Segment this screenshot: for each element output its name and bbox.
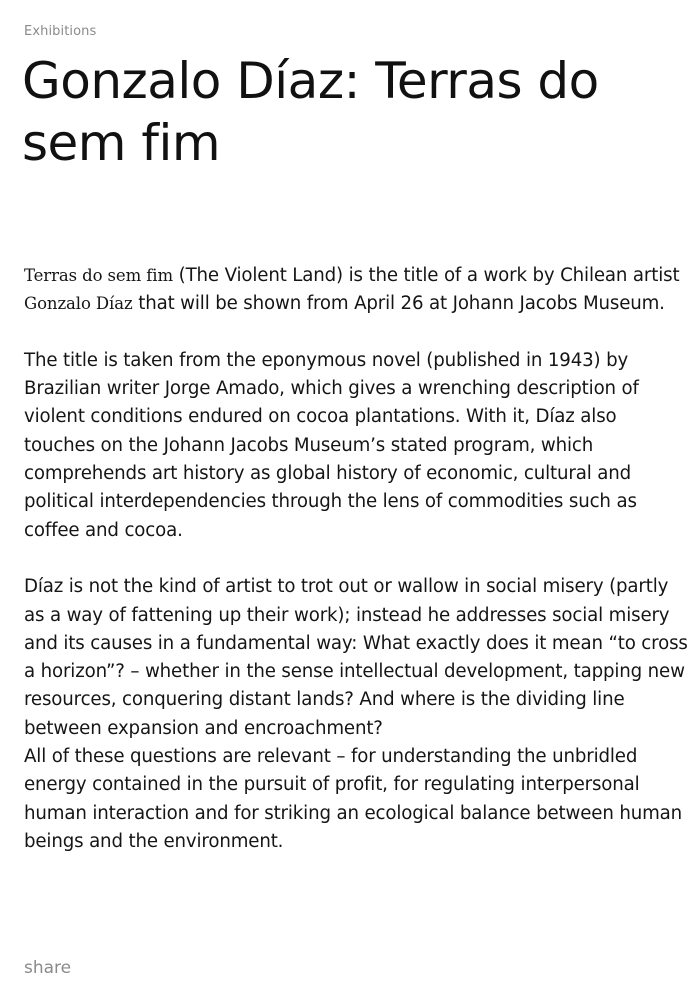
- intro-text-part1: (The Violent Land) is the title of a work by Chilean artist: [173, 265, 680, 286]
- paragraph-social-misery: Díaz is not the kind of artist to trot out or wallow in social misery (partly as a way of fattening up their work); instead he addresses social misery and its causes in a fundamental way: What exactly does it mean “to cross a horizon”? – whether in the sense intellectual development, tapping new resources, conquering distant lands? And where is the dividing line between expansion and encroachment?: [24, 576, 688, 739]
- page-title: Gonzalo Díaz: Terras do sem fim: [22, 52, 599, 172]
- share-link[interactable]: share: [24, 958, 72, 978]
- artist-name-text: Gonzalo Díaz: [24, 294, 133, 314]
- paragraph-intro: [24, 262, 688, 319]
- intro-text-part2: that will be shown from April 26 at Johann Jacobs Museum.: [132, 293, 665, 315]
- work-title-text: Terras do sem fim: [24, 266, 174, 285]
- paragraph-title-origin: The title is taken from the eponymous novel (published in 1943) by Brazilian writer Jorge Amado, which gives a wrenching description of violent conditions endured on cocoa plantations. With it, Díaz also touches on the Johann Jacobs Museum’s stated program, which comprehends art history as global history of economic, cultural and political interdependencies through the lens of commodities such as coffee and cocoa.: [24, 349, 639, 541]
- article-body: [24, 262, 688, 856]
- paragraph-questions: All of these questions are relevant – for understanding the unbridled energy contained in the pursuit of profit, for regulating interpersonal human interaction and for striking an ecological balance between human beings and the environment.: [24, 746, 683, 852]
- breadcrumb-exhibitions-link[interactable]: Exhibitions: [24, 24, 97, 39]
